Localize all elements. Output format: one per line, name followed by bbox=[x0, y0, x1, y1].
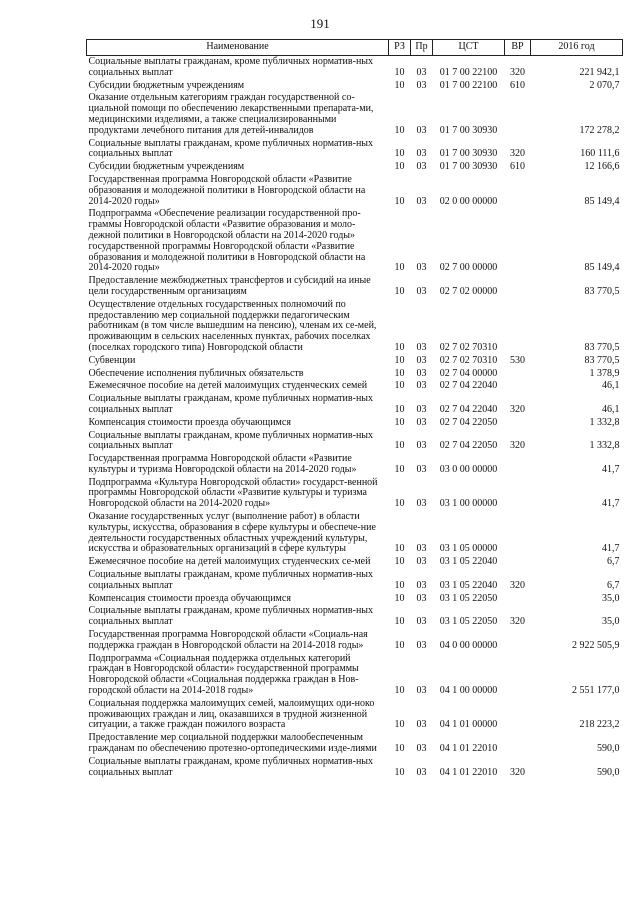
row-rz: 10 bbox=[394, 66, 405, 78]
row-rz: 10 bbox=[394, 543, 405, 555]
row-pr: 03 bbox=[416, 79, 427, 91]
row-vr bbox=[505, 299, 531, 355]
row-sum: 590,0 bbox=[597, 743, 620, 755]
header-pr: Пр bbox=[411, 40, 433, 56]
row-pr: 03 bbox=[416, 556, 427, 568]
table-row bbox=[87, 355, 623, 368]
row-name: Государственная программа Новгородской области «Социаль-ная поддержка граждан в Новгородской области на 2014-2018 годы» bbox=[88, 629, 368, 651]
row-pr: 03 bbox=[416, 579, 427, 591]
row-rz: 10 bbox=[394, 380, 405, 392]
row-rz: 10 bbox=[394, 556, 405, 568]
row-vr: 320 bbox=[510, 148, 525, 160]
table-row bbox=[87, 380, 623, 393]
row-sum: 41,7 bbox=[602, 463, 620, 475]
row-vr: 610 bbox=[510, 79, 525, 91]
row-cst: 03 1 05 22050 bbox=[439, 616, 498, 628]
row-vr bbox=[505, 556, 531, 569]
row-pr: 03 bbox=[416, 463, 427, 475]
row-name: Предоставление межбюджетных трансфертов и субсидий на иные цели государственным организациям bbox=[88, 275, 371, 297]
row-sum: 46,1 bbox=[602, 380, 620, 392]
row-rz: 10 bbox=[394, 367, 405, 379]
table-row bbox=[87, 569, 623, 593]
table-row bbox=[87, 393, 623, 417]
row-vr: 610 bbox=[510, 161, 525, 173]
table-row bbox=[87, 698, 623, 732]
row-vr bbox=[505, 511, 531, 556]
row-cst: 02 7 02 70310 bbox=[439, 341, 498, 353]
table-row bbox=[87, 477, 623, 511]
row-vr: 320 bbox=[510, 616, 525, 628]
row-sum: 590,0 bbox=[597, 766, 620, 778]
table-row bbox=[87, 161, 623, 174]
row-rz: 10 bbox=[394, 79, 405, 91]
row-cst: 01 7 00 22100 bbox=[439, 79, 498, 91]
row-rz: 10 bbox=[394, 285, 405, 297]
row-pr: 03 bbox=[416, 380, 427, 392]
row-pr: 03 bbox=[416, 195, 427, 207]
row-rz: 10 bbox=[394, 124, 405, 136]
row-name: Оказание государственных услуг (выполнение работ) в области культуры, искусства, образования в сфере культуры и обеспече-ние деятельности государственных областных учреждений культуры, искусства и образовательных организаций в сфере культуры bbox=[88, 511, 376, 555]
row-name: Предоставление мер социальной поддержки малообеспеченным гражданам по обеспечению протезно-ортопедическими изде-лиями bbox=[88, 732, 377, 755]
row-cst: 02 7 04 22040 bbox=[439, 403, 498, 415]
row-sum: 6,7 bbox=[607, 579, 620, 591]
row-sum: 218 223,2 bbox=[579, 719, 620, 731]
row-name: Ежемесячное пособие на детей малоимущих студенческих семей bbox=[88, 380, 368, 392]
row-cst: 02 7 02 00000 bbox=[439, 285, 498, 297]
row-pr: 03 bbox=[416, 262, 427, 274]
row-rz: 10 bbox=[394, 616, 405, 628]
row-rz: 10 bbox=[394, 463, 405, 475]
row-sum: 35,0 bbox=[602, 616, 620, 628]
row-pr: 03 bbox=[416, 685, 427, 697]
row-cst: 04 0 00 00000 bbox=[439, 639, 498, 651]
budget-table bbox=[86, 39, 623, 779]
row-rz: 10 bbox=[394, 148, 405, 160]
row-cst: 03 1 05 22050 bbox=[439, 592, 498, 604]
row-cst: 03 1 05 22040 bbox=[439, 556, 498, 568]
table-row bbox=[87, 208, 623, 275]
table-row bbox=[87, 80, 623, 93]
row-cst: 04 1 01 00000 bbox=[439, 719, 498, 731]
row-name: Субсидии бюджетным учреждениям bbox=[88, 79, 245, 91]
row-name: Компенсация стоимости проезда обучающимся bbox=[88, 592, 291, 604]
row-rz: 10 bbox=[394, 498, 405, 510]
table-row bbox=[87, 605, 623, 629]
row-sum: 221 942,1 bbox=[579, 66, 620, 78]
row-cst: 03 0 00 00000 bbox=[439, 463, 498, 475]
row-name: Субсидии бюджетным учреждениям bbox=[88, 161, 245, 173]
table-body bbox=[87, 56, 623, 780]
row-rz: 10 bbox=[394, 743, 405, 755]
table-row bbox=[87, 556, 623, 569]
row-name: Подпрограмма «Культура Новгородской области» государст-венной программы Новгородской области «Развитие культуры и туризма Новгородской области на 2014-2020 годы» bbox=[88, 476, 378, 510]
row-vr bbox=[505, 593, 531, 606]
row-name: Подпрограмма «Социальная поддержка отдельных категорий граждан в Новгородской области» государственной программы Новгородской области «Социальная поддержка граждан в Нов-городской области на 2014-2018 годы» bbox=[88, 652, 359, 697]
row-pr: 03 bbox=[416, 440, 427, 452]
row-cst: 02 7 04 22040 bbox=[439, 380, 498, 392]
row-vr: 320 bbox=[510, 403, 525, 415]
page-number: 191 bbox=[310, 16, 330, 31]
row-name: Осуществление отдельных государственных полномочий по предоставлению мер социальной поддержки педагогическим работникам (в том числе вышедшим на пенсию), членам их се-мей, проживающим в сельских населенных пунктах, рабочих поселках (поселках городского типа) Новгородской области bbox=[88, 298, 377, 353]
row-sum: 1 378,9 bbox=[589, 367, 620, 379]
table-row bbox=[87, 732, 623, 756]
row-cst: 03 1 05 22040 bbox=[439, 579, 498, 591]
row-sum: 6,7 bbox=[607, 556, 620, 568]
row-vr bbox=[505, 453, 531, 477]
row-rz: 10 bbox=[394, 719, 405, 731]
row-sum: 41,7 bbox=[602, 543, 620, 555]
row-rz: 10 bbox=[394, 685, 405, 697]
row-rz: 10 bbox=[394, 766, 405, 778]
row-cst: 04 1 00 00000 bbox=[439, 685, 498, 697]
table-row bbox=[87, 453, 623, 477]
row-vr bbox=[505, 653, 531, 698]
row-name: Социальные выплаты гражданам, кроме публичных норматив-ных социальных выплат bbox=[88, 755, 374, 778]
row-pr: 03 bbox=[416, 66, 427, 78]
row-name: Социальные выплаты гражданам, кроме публичных норматив-ных социальных выплат bbox=[88, 429, 374, 452]
table-row bbox=[87, 174, 623, 208]
row-pr: 03 bbox=[416, 367, 427, 379]
row-pr: 03 bbox=[416, 616, 427, 628]
table-row bbox=[87, 430, 623, 454]
row-sum: 1 332,8 bbox=[589, 416, 620, 428]
row-pr: 03 bbox=[416, 719, 427, 731]
row-vr: 530 bbox=[510, 354, 525, 366]
row-pr: 03 bbox=[416, 403, 427, 415]
row-sum: 46,1 bbox=[602, 403, 620, 415]
row-rz: 10 bbox=[394, 341, 405, 353]
header-year: 2016 год bbox=[531, 40, 623, 56]
row-sum: 2 922 505,9 bbox=[572, 639, 620, 651]
table-row bbox=[87, 92, 623, 137]
row-rz: 10 bbox=[394, 262, 405, 274]
row-pr: 03 bbox=[416, 285, 427, 297]
table-row bbox=[87, 275, 623, 299]
row-vr: 320 bbox=[510, 766, 525, 778]
row-name: Социальная поддержка малоимущих семей, малоимущих оди-ноко проживающих граждан и лиц, оказавшихся в трудной жизненной ситуации, а также граждан пожилого возраста bbox=[88, 697, 375, 731]
row-sum: 35,0 bbox=[602, 592, 620, 604]
row-vr: 320 bbox=[510, 579, 525, 591]
row-cst: 02 7 02 70310 bbox=[439, 354, 498, 366]
row-name: Социальные выплаты гражданам, кроме публичных норматив-ных социальных выплат bbox=[88, 605, 374, 628]
row-pr: 03 bbox=[416, 498, 427, 510]
table-row bbox=[87, 756, 623, 780]
row-rz: 10 bbox=[394, 354, 405, 366]
row-cst: 04 1 01 22010 bbox=[439, 766, 498, 778]
row-name: Государственная программа Новгородской области «Развитие культуры и туризма Новгородской области на 2014-2020 годы» bbox=[88, 453, 357, 475]
row-rz: 10 bbox=[394, 195, 405, 207]
row-name: Подпрограмма «Обеспечение реализации государственной про-граммы Новгородской области «Развитие образования и моло-дежной политики в Новгородской области на 2014-2020 годы» государственной программы Новгородской области «Развитие образования и молодежной политики в Новгородской области на 2014-2020 годы» bbox=[88, 208, 366, 274]
table-row bbox=[87, 417, 623, 430]
row-vr: 320 bbox=[510, 66, 525, 78]
row-name: Компенсация стоимости проезда обучающимся bbox=[88, 416, 291, 428]
header-rz: РЗ bbox=[389, 40, 411, 56]
row-vr bbox=[505, 417, 531, 430]
row-rz: 10 bbox=[394, 416, 405, 428]
row-sum: 2 070,7 bbox=[589, 79, 620, 91]
row-pr: 03 bbox=[416, 341, 427, 353]
row-rz: 10 bbox=[394, 579, 405, 591]
row-name: Субвенции bbox=[88, 354, 136, 366]
row-vr bbox=[505, 368, 531, 381]
table-row bbox=[87, 138, 623, 162]
row-name: Ежемесячное пособие на детей малоимущих студенческих се-мей bbox=[88, 556, 371, 568]
row-cst: 01 7 00 22100 bbox=[439, 66, 498, 78]
row-pr: 03 bbox=[416, 161, 427, 173]
row-pr: 03 bbox=[416, 416, 427, 428]
row-pr: 03 bbox=[416, 543, 427, 555]
row-name: Обеспечение исполнения публичных обязательств bbox=[88, 367, 304, 379]
row-pr: 03 bbox=[416, 639, 427, 651]
row-sum: 2 551 177,0 bbox=[572, 685, 620, 697]
row-vr bbox=[505, 208, 531, 275]
table-row bbox=[87, 629, 623, 653]
row-cst: 02 7 00 00000 bbox=[439, 262, 498, 274]
row-pr: 03 bbox=[416, 354, 427, 366]
row-cst: 01 7 00 30930 bbox=[439, 124, 498, 136]
row-pr: 03 bbox=[416, 743, 427, 755]
row-sum: 12 166,6 bbox=[584, 161, 620, 173]
row-pr: 03 bbox=[416, 148, 427, 160]
row-vr: 320 bbox=[510, 440, 525, 452]
row-sum: 83 770,5 bbox=[584, 341, 620, 353]
row-cst: 02 7 04 00000 bbox=[439, 367, 498, 379]
row-sum: 1 332,8 bbox=[589, 440, 620, 452]
header-name: Наименование bbox=[87, 40, 389, 56]
row-cst: 02 7 04 22050 bbox=[439, 416, 498, 428]
row-name: Социальные выплаты гражданам, кроме публичных норматив-ных социальных выплат bbox=[88, 393, 374, 415]
row-name: Государственная программа Новгородской области «Развитие образования и молодежной политики в Новгородской области на 2014-2020 годы» bbox=[88, 173, 366, 207]
row-vr bbox=[505, 275, 531, 299]
header-cst: ЦСТ bbox=[433, 40, 505, 56]
row-vr bbox=[505, 629, 531, 653]
row-rz: 10 bbox=[394, 440, 405, 452]
header-vr: ВР bbox=[505, 40, 531, 56]
row-vr bbox=[505, 174, 531, 208]
row-sum: 83 770,5 bbox=[584, 354, 620, 366]
row-vr bbox=[505, 477, 531, 511]
table-row bbox=[87, 56, 623, 80]
row-cst: 01 7 00 30930 bbox=[439, 148, 498, 160]
row-vr bbox=[505, 698, 531, 732]
table-row bbox=[87, 368, 623, 381]
row-cst: 03 1 05 00000 bbox=[439, 543, 498, 555]
row-sum: 172 278,2 bbox=[579, 124, 620, 136]
row-cst: 02 0 00 00000 bbox=[439, 195, 498, 207]
row-rz: 10 bbox=[394, 639, 405, 651]
row-rz: 10 bbox=[394, 403, 405, 415]
table-row bbox=[87, 593, 623, 606]
row-rz: 10 bbox=[394, 161, 405, 173]
row-cst: 01 7 00 30930 bbox=[439, 161, 498, 173]
row-cst: 02 7 04 22050 bbox=[439, 440, 498, 452]
row-pr: 03 bbox=[416, 124, 427, 136]
row-name: Социальные выплаты гражданам, кроме публичных норматив-ных социальных выплат bbox=[88, 56, 374, 78]
row-vr bbox=[505, 732, 531, 756]
table-row bbox=[87, 653, 623, 698]
table-row bbox=[87, 511, 623, 556]
row-pr: 03 bbox=[416, 766, 427, 778]
row-vr bbox=[505, 92, 531, 137]
row-vr bbox=[505, 380, 531, 393]
row-sum: 41,7 bbox=[602, 498, 620, 510]
row-sum: 83 770,5 bbox=[584, 285, 620, 297]
row-name: Социальные выплаты гражданам, кроме публичных норматив-ных социальных выплат bbox=[88, 137, 374, 160]
row-sum: 160 111,6 bbox=[580, 148, 620, 160]
row-cst: 03 1 00 00000 bbox=[439, 498, 498, 510]
row-rz: 10 bbox=[394, 592, 405, 604]
row-sum: 85 149,4 bbox=[584, 195, 620, 207]
table-row bbox=[87, 299, 623, 355]
table-header bbox=[87, 40, 623, 56]
row-name: Оказание отдельным категориям граждан государственной со-циальной помощи по обеспечению лекарственными препарата-ми, медицинскими изделиями, а также специализированными продуктами лечебного питания для детей-инвалидов bbox=[88, 92, 374, 136]
row-name: Социальные выплаты гражданам, кроме публичных норматив-ных социальных выплат bbox=[88, 569, 374, 591]
row-pr: 03 bbox=[416, 592, 427, 604]
row-cst: 04 1 01 22010 bbox=[439, 743, 498, 755]
row-sum: 85 149,4 bbox=[584, 262, 620, 274]
